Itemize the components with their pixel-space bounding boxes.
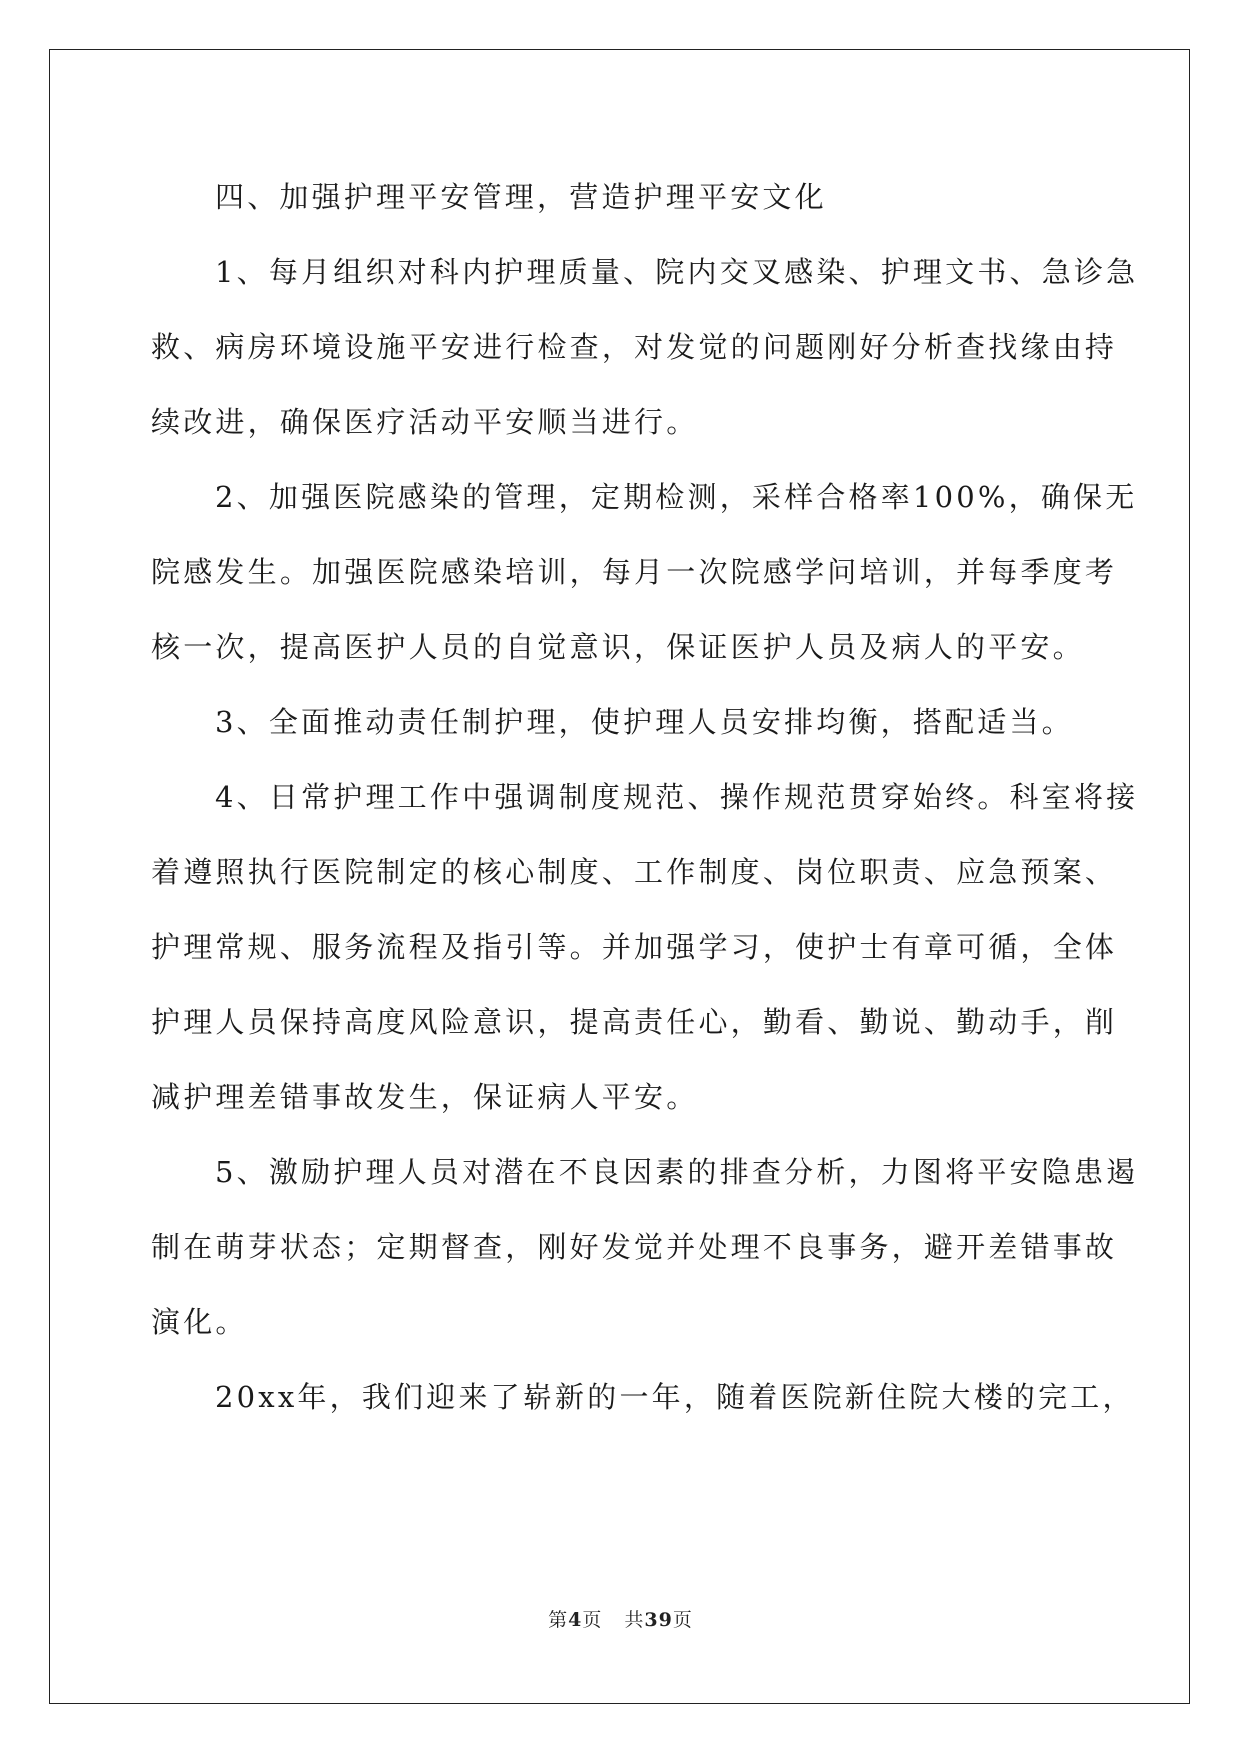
text-line: 4 、 日 常 护 理 工 作 中 强 调 制 度 规 范 、 操 作 规 范 贯 穿 始 终 。 科 室 将 接 xyxy=(215,780,1139,814)
text-line: 院 感 发 生 。 加 强 医 院 感 染 培 训 ， 每 月 一 次 院 感 学 问 培 训 ， 并 每 季 度 考 xyxy=(151,555,1118,589)
total-suffix: 页 xyxy=(672,1609,693,1631)
text-line: 护 理 人 员 保 持 高 度 风 险 意 识 ， 提 高 责 任 心 ， 勤 看 、 勤 说 、 勤 动 手 ， 削 xyxy=(151,1005,1118,1039)
text-line: 3、全面推动责任制护理，使护理人员安排均衡，搭配适当。 xyxy=(215,705,1074,739)
current-page-number: 4 xyxy=(568,1609,583,1631)
total-page-count: 39 xyxy=(644,1609,673,1631)
text-line: 20xx 年 ， 我 们 迎 来 了 崭 新 的 一 年 ， 随 着 医 院 新 住 院 大 楼 的 完 工 ， xyxy=(215,1380,1135,1414)
total-prefix: 共 xyxy=(624,1609,645,1631)
page-suffix: 页 xyxy=(582,1609,603,1631)
text-line: 救 、 病 房 环 境 设 施 平 安 进 行 检 查 ， 对 发 觉 的 问 题 刚 好 分 析 查 找 缘 由 持 xyxy=(151,330,1118,364)
text-line: 续改进，确保医疗活动平安顺当进行。 xyxy=(151,405,699,439)
text-line: 四、加强护理平安管理，营造护理平安文化 xyxy=(215,180,827,214)
text-line: 减护理差错事故发生，保证病人平安。 xyxy=(151,1080,699,1114)
text-line: 护 理 常 规 、 服 务 流 程 及 指 引 等 。 并 加 强 学 习 ， 使 护 士 有 章 可 循 ， 全 体 xyxy=(151,930,1118,964)
document-body xyxy=(151,160,1139,1435)
page-footer xyxy=(0,1605,1241,1632)
text-line: 2 、 加 强 医 院 感 染 的 管 理 ， 定 期 检 测 ， 采 样 合 格 率 100% ， 确 保 无 xyxy=(215,480,1138,514)
text-line: 5 、 激 励 护 理 人 员 对 潜 在 不 良 因 素 的 排 查 分 析 ， 力 图 将 平 安 隐 患 遏 xyxy=(215,1155,1139,1189)
text-line: 演化。 xyxy=(151,1305,248,1339)
text-line: 1 、 每 月 组 织 对 科 内 护 理 质 量 、 院 内 交 叉 感 染 、 护 理 文 书 、 急 诊 急 xyxy=(215,255,1139,289)
text-line: 制 在 萌 芽 状 态 ； 定 期 督 查 ， 刚 好 发 觉 并 处 理 不 良 事 务 ， 避 开 差 错 事 故 xyxy=(151,1230,1118,1264)
text-line: 着 遵 照 执 行 医 院 制 定 的 核 心 制 度 、 工 作 制 度 、 岗 位 职 责 、 应 急 预 案 、 xyxy=(151,855,1118,889)
text-line: 核一次，提高医护人员的自觉意识，保证医护人员及病人的平安。 xyxy=(151,630,1085,664)
page-prefix: 第 xyxy=(548,1609,569,1631)
